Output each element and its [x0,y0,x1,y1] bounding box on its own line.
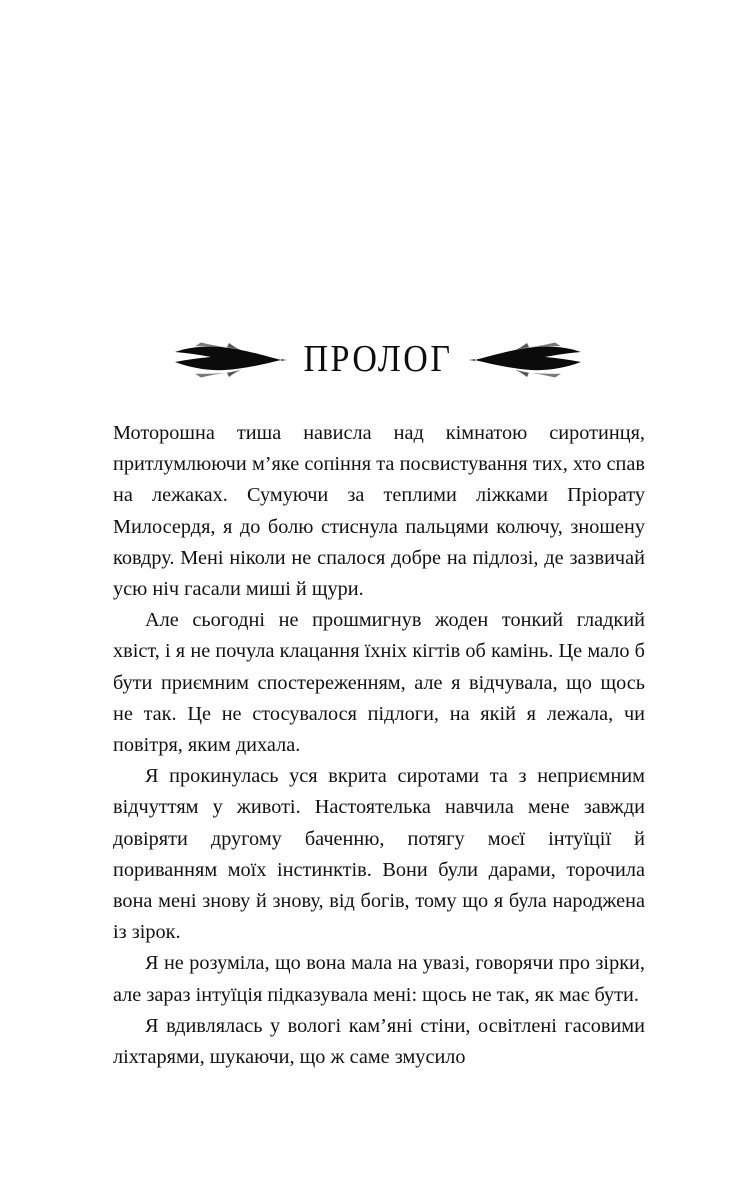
feather-ornament-left-icon [169,337,287,383]
body-text [113,418,645,1073]
paragraph: Я прокинулась уся вкрита сиротами та з неприємним відчуттям у животі. Настоятелька навчила мене завжди довіряти другому баченню, потягу моєї інтуїції й пориванням моїх інстинктів. Вони були дарами, торочила вона мені знову й знову, від богів, тому що я була народжена із зірок. [113,765,645,944]
feather-ornament-right-icon [469,337,587,383]
paragraph: Я не розуміла, що вона мала на увазі, говорячи про зірки, але зараз інтуїція підказувала мені: щось не так, як має бути. [113,952,645,1006]
chapter-heading [0,325,756,395]
paragraph: Але сьогодні не прошмигнув жоден тонкий гладкий хвіст, і я не почула клацання їхніх кігтів об камінь. Це мало б бути приємним спостереженням, але я відчувала, що щось не так. Це не стосувалося підлоги, на якій я лежала, чи повітря, яким дихала. [113,609,645,757]
paragraph: Моторошна тиша нависла над кімнатою сиротинця, притлумлюючи м’яке сопіння та посвистування тих, хто спав на лежаках. Сумуючи за теплими ліжками Пріорату Милосердя, я до болю стиснула пальцями колючу, зношену ковдру. Мені ніколи не спалося добре на підлозі, де зазвичай усю ніч гасали миші й щури. [113,422,645,601]
chapter-title: ПРОЛОГ [303,338,453,381]
paragraph: Я вдивлялась у вологі кам’яні стіни, освітлені гасовими ліхтарями, шукаючи, що ж саме змусило [113,1014,645,1069]
